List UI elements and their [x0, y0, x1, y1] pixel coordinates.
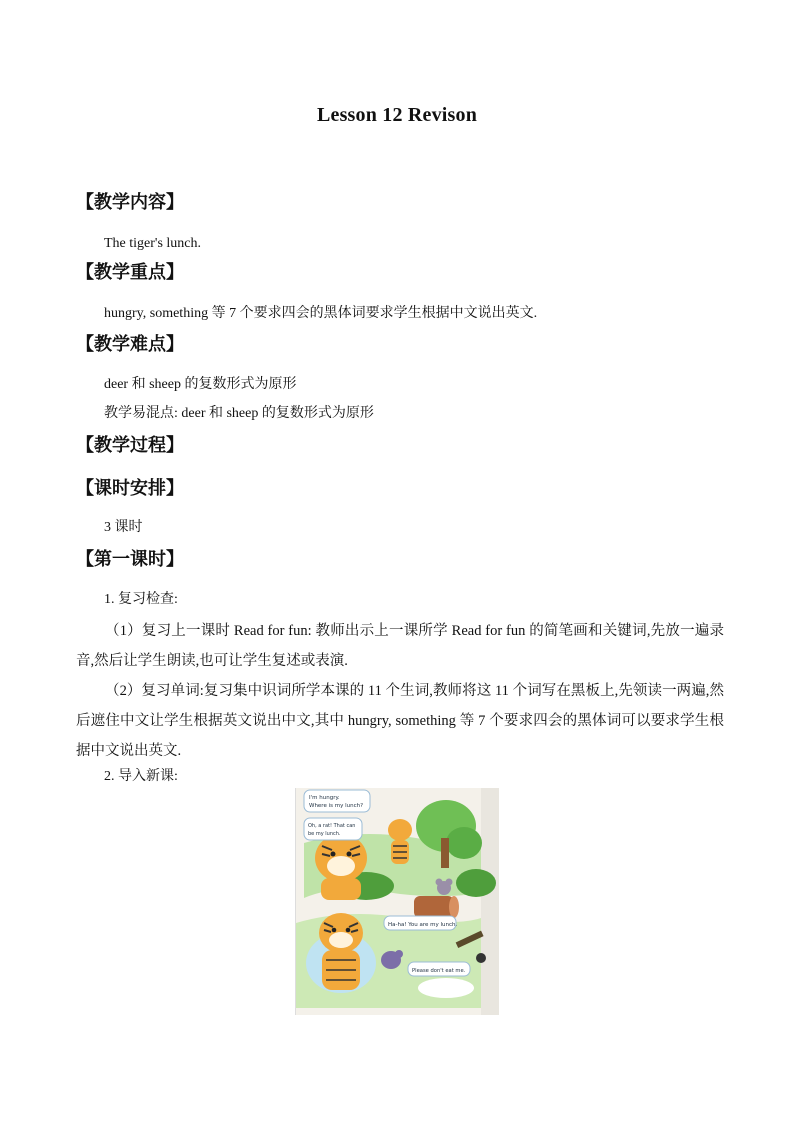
teaching-key-points-text: hungry, something 等 7 个要求四会的黑体词要求学生根据中文说出英文. [104, 306, 538, 321]
teaching-content-text: The tiger's lunch. [104, 236, 201, 251]
comic-illustration [295, 788, 499, 1015]
class-schedule-text: 3 课时 [104, 520, 143, 535]
step-1-review: 1. 复习检查: [104, 592, 178, 607]
bubble-1-line-2: Where is my lunch? [309, 803, 364, 809]
heading-teaching-content: 【教学内容】 [76, 192, 184, 213]
heading-teaching-difficulties: 【教学难点】 [76, 334, 184, 355]
teaching-difficulties-text-2: 教学易混点: deer 和 sheep 的复数形式为原形 [104, 406, 374, 421]
bubble-1-line-1: I'm hungry. [309, 795, 340, 801]
bubble-4: Please don't eat me. [412, 968, 466, 974]
heading-teaching-key-points: 【教学重点】 [76, 262, 184, 283]
document-title: Lesson 12 Revison [316, 104, 478, 126]
comic-artwork [296, 788, 499, 1015]
bubble-3: Ha-ha! You are my lunch. [388, 922, 458, 928]
heading-class-schedule: 【课时安排】 [76, 478, 184, 499]
heading-teaching-process: 【教学过程】 [76, 435, 184, 456]
teaching-difficulties-text-1: deer 和 sheep 的复数形式为原形 [104, 377, 297, 392]
paragraph-review-words: （2）复习单词:复习集中识词所学本课的 11 个生词,教师将这 11 个词写在黑板上,先领读一两遍,然后遮住中文让学生根据英文说出中文,其中 hungry, something 等 7 个要求四会的黑体词可以要求学生根据中文说出英文. [76, 683, 724, 759]
heading-first-period: 【第一课时】 [76, 549, 184, 570]
paragraph-review-read-for-fun: （1）复习上一课时 Read for fun: 教师出示上一课所学 Read for fun 的简笔画和关键词,先放一遍录音,然后让学生朗读,也可让学生复述或表演. [76, 623, 724, 669]
bubble-2-line-2: be my lunch. [308, 831, 341, 837]
bubble-2-line-1: Oh, a rat! That can [308, 823, 356, 829]
step-2-new-lesson: 2. 导入新课: [104, 769, 178, 784]
